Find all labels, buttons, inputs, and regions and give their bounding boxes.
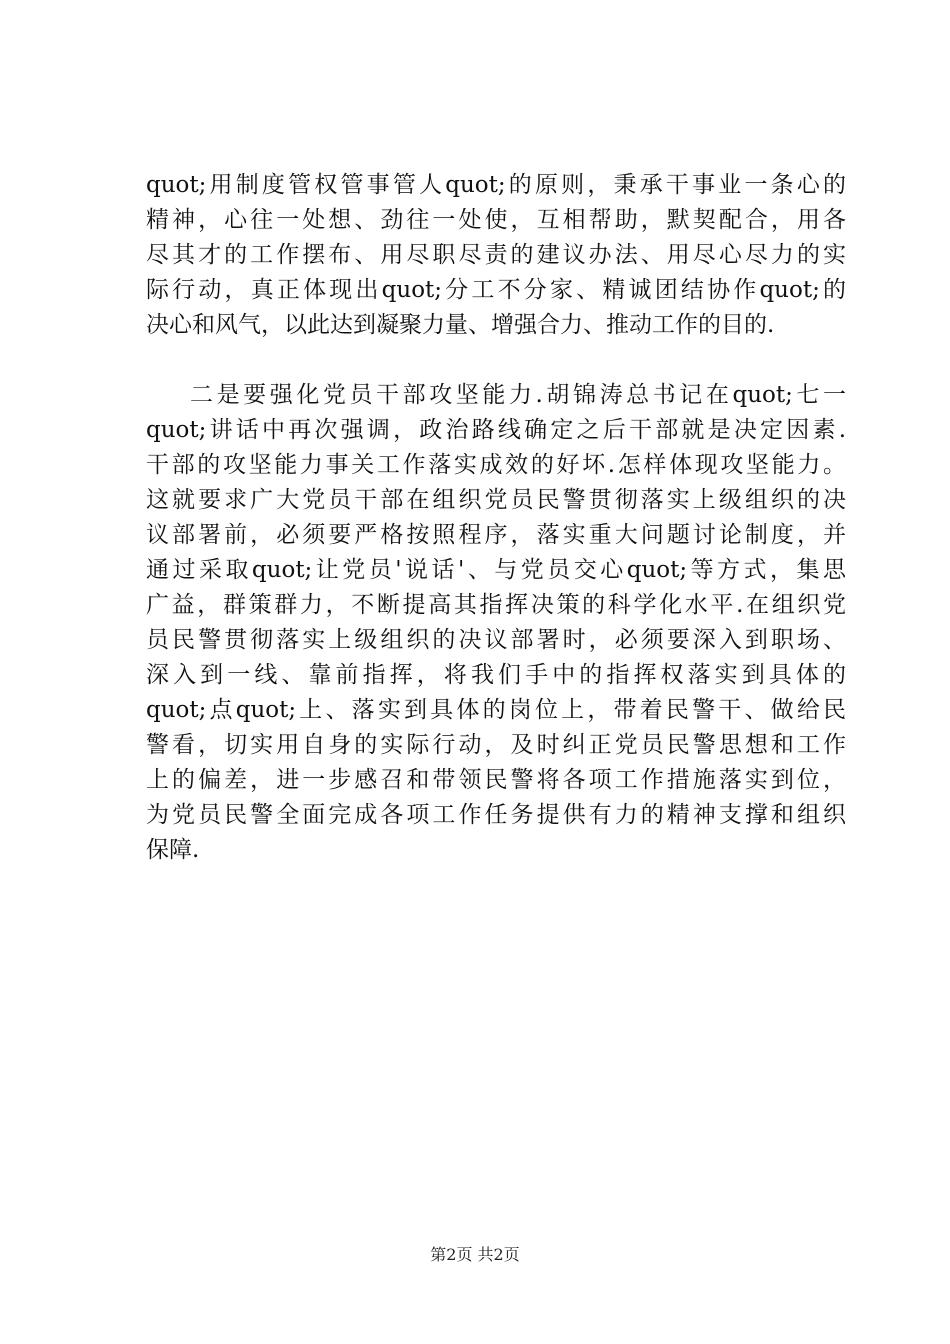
page-number-footer: 第2页 共2页 bbox=[430, 1245, 520, 1264]
paragraph-line: 议部署前，必须要严格按照程序，落实重大问题讨论制度，并 bbox=[146, 522, 846, 548]
paragraph-line: 尽其才的工作摆布、用尽职尽责的建议办法、用尽心尽力的实 bbox=[146, 242, 846, 268]
paragraph-line: 广益，群策群力，不断提高其指挥决策的科学化水平.在组织党 bbox=[146, 592, 846, 618]
paragraph-line: 员民警贯彻落实上级组织的决议部署时，必须要深入到职场、 bbox=[146, 627, 846, 653]
paragraph-2 bbox=[146, 378, 846, 868]
paragraph-line: 精神，心往一处想、劲往一处使，互相帮助，默契配合，用各 bbox=[146, 207, 846, 233]
body-text bbox=[146, 168, 846, 868]
paragraph-line: 为党员民警全面完成各项工作任务提供有力的精神支撑和组织 bbox=[146, 802, 846, 828]
paragraph-1 bbox=[146, 168, 846, 343]
paragraph-line: 际行动，真正体现出quot;分工不分家、精诚团结协作quot;的 bbox=[146, 277, 846, 303]
paragraph-line: quot;讲话中再次强调，政治路线确定之后干部就是决定因素. bbox=[146, 417, 846, 443]
paragraph-line: quot;用制度管权管事管人quot;的原则，秉承干事业一条心的 bbox=[146, 172, 846, 198]
paragraph-line: 上的偏差，进一步感召和带领民警将各项工作措施落实到位， bbox=[146, 767, 846, 793]
paragraph-line: quot;点quot;上、落实到具体的岗位上，带着民警干、做给民 bbox=[146, 697, 846, 723]
paragraph-line: 干部的攻坚能力事关工作落实成效的好坏.怎样体现攻坚能力。 bbox=[146, 452, 846, 478]
paragraph-line: 保障. bbox=[146, 837, 200, 863]
paragraph-spacer bbox=[146, 343, 846, 378]
paragraph-line: 这就要求广大党员干部在组织党员民警贯彻落实上级组织的决 bbox=[146, 487, 846, 513]
paragraph-line: 深入到一线、靠前指挥，将我们手中的指挥权落实到具体的 bbox=[146, 662, 846, 688]
paragraph-line: 通过采取quot;让党员'说话'、与党员交心quot;等方式，集思 bbox=[146, 557, 846, 583]
paragraph-line: 警看，切实用自身的实际行动，及时纠正党员民警思想和工作 bbox=[146, 732, 846, 758]
paragraph-line: 二是要强化党员干部攻坚能力.胡锦涛总书记在quot;七一 bbox=[190, 382, 846, 408]
paragraph-line: 决心和风气，以此达到凝聚力量、增强合力、推动工作的目的. bbox=[146, 312, 775, 338]
